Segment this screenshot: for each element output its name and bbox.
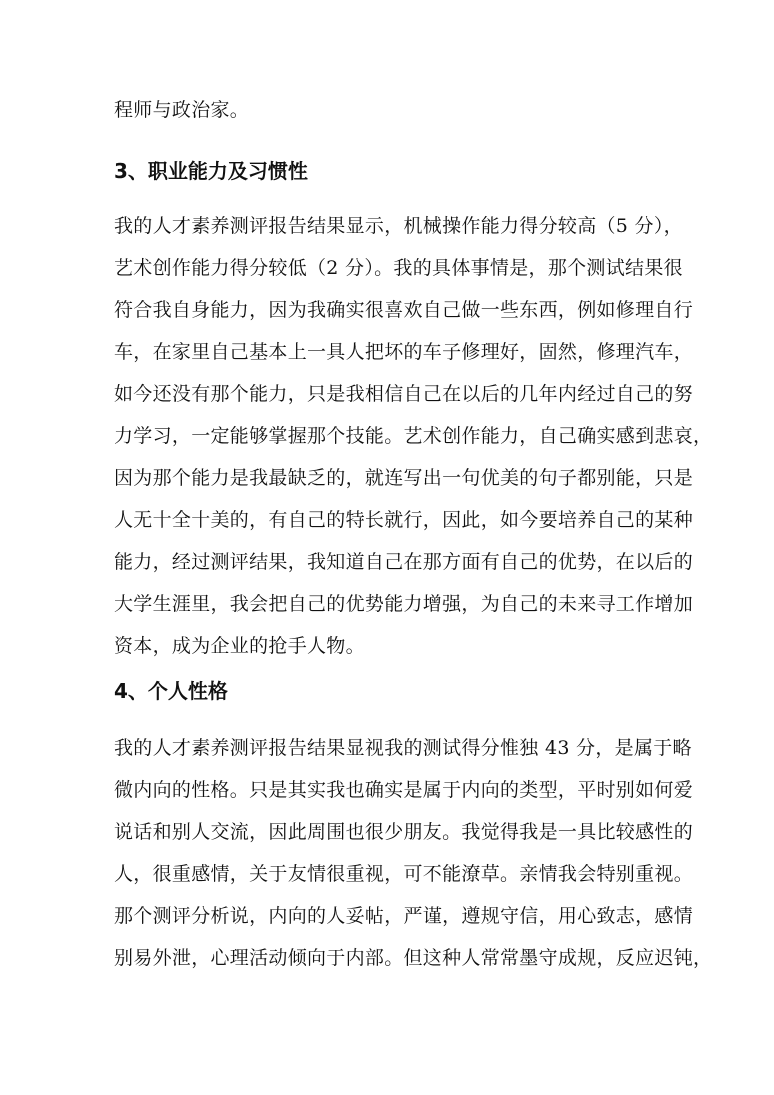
paragraph-line: 能力，经过测评结果，我知道自己在那方面有自己的优势，在以后的 xyxy=(114,551,694,573)
paragraph-line: 那个测评分析说，内向的人妥帖，严谨，遵规守信，用心致志，感情 xyxy=(114,905,694,927)
paragraph-line: 艺术创作能力得分较低（2 分）。我的具体事情是，那个测试结果很 xyxy=(114,257,683,279)
paragraph-line: 说话和别人交流，因此周围也很少朋友。我觉得我是一具比较感性的 xyxy=(114,821,694,843)
section-4-heading: 4、个人性格 xyxy=(114,679,228,703)
paragraph-line: 如今还没有那个能力，只是我相信自己在以后的几年内经过自己的努 xyxy=(114,383,694,405)
paragraph-line: 微内向的性格。只是其实我也确实是属于内向的类型，平时别如何爱 xyxy=(114,779,694,801)
section-3-heading: 3、职业能力及习惯性 xyxy=(114,159,308,183)
paragraph-line: 我的人才素养测评报告结果显视我的测试得分惟独 43 分，是属于略 xyxy=(114,737,692,759)
paragraph-line: 人无十全十美的，有自己的特长就行，因此，如今要培养自己的某种 xyxy=(114,509,694,531)
paragraph-line: 因为那个能力是我最缺乏的，就连写出一句优美的句子都别能，只是 xyxy=(114,467,694,489)
paragraph-line: 资本，成为企业的抢手人物。 xyxy=(114,635,365,657)
paragraph-line: 力学习，一定能够掌握那个技能。艺术创作能力，自己确实感到悲哀， xyxy=(114,425,713,447)
paragraph-line: 别易外泄，心理活动倾向于内部。但这种人常常墨守成规，反应迟钝， xyxy=(114,947,713,969)
paragraph-line: 大学生涯里，我会把自己的优势能力增强，为自己的未来寻工作增加 xyxy=(114,593,694,615)
paragraph-line: 人，很重感情，关于友情很重视，可不能潦草。亲情我会特别重视。 xyxy=(114,863,694,885)
paragraph-line: 我的人才素养测评报告结果显示，机械操作能力得分较高（5 分）， xyxy=(114,215,683,237)
paragraph-line: 程师与政治家。 xyxy=(114,99,250,121)
paragraph-line: 车，在家里自己基本上一具人把坏的车子修理好，固然，修理汽车， xyxy=(114,341,694,363)
paragraph-line: 符合我自身能力，因为我确实很喜欢自己做一些东西，例如修理自行 xyxy=(114,299,694,321)
